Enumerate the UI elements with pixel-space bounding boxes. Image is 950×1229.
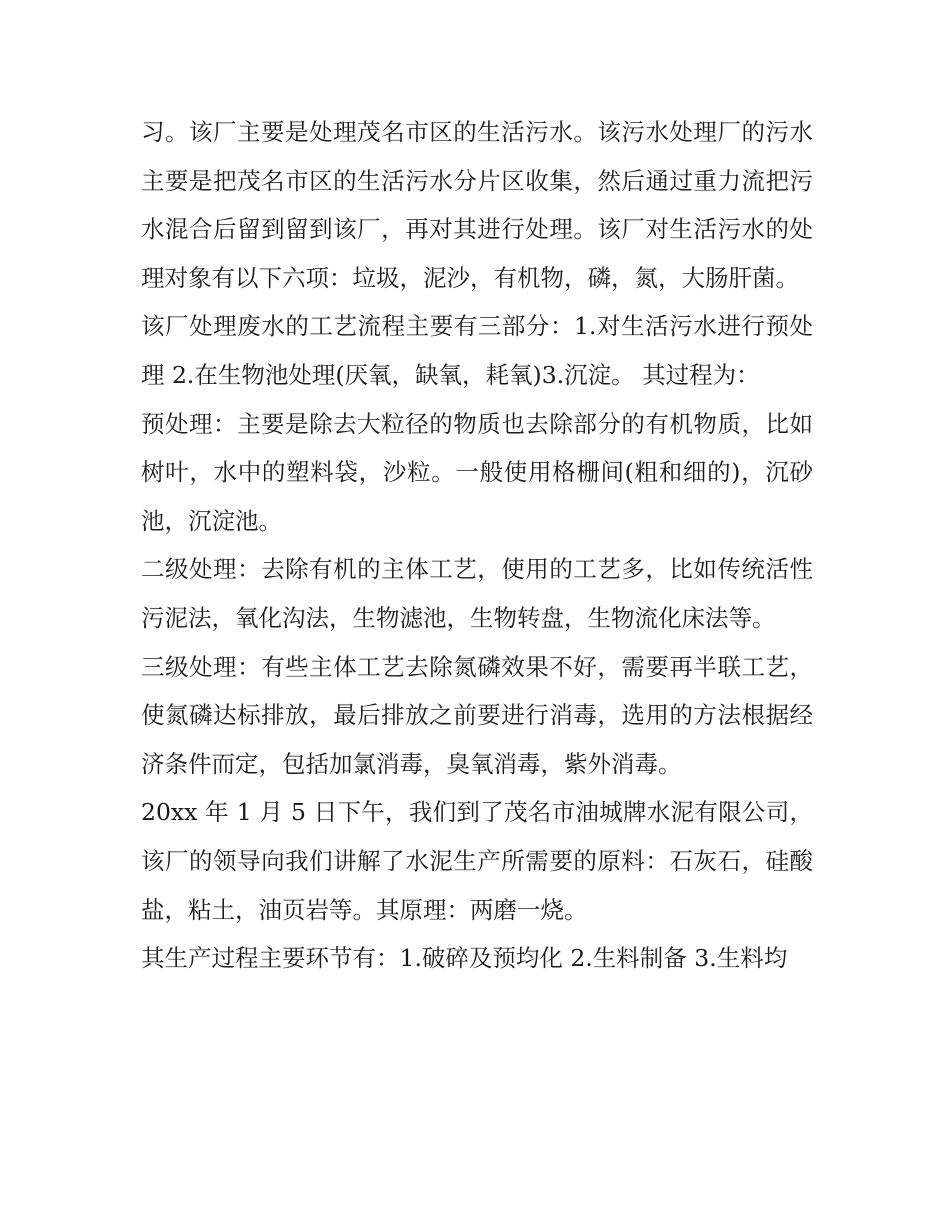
paragraph-sewage-plant-intro: 习。该厂主要是处理茂名市区的生活污水。该污水处理厂的污水主要是把茂名市区的生活污水分片区收集，然后通过重力流把污水混合后留到留到该厂，再对其进行处理。该厂对生活污水的处理对象有以下六项：垃圾，泥沙，有机物，磷，氮，大肠肝菌。: [141, 118, 813, 292]
paragraph-secondary-treatment: 二级处理：去除有机的主体工艺，使用的工艺多，比如传统活性污泥法，氧化沟法，生物滤池，生物转盘，生物流化床法等。: [141, 555, 813, 632]
paragraph-cement-company-visit: 20xx 年 1 月 5 日下午，我们到了茂名市油城牌水泥有限公司，该厂的领导向我们讲解了水泥生产所需要的原料：石灰石，硅酸盐，粘土，油页岩等。其原理：两磨一烧。: [141, 798, 813, 924]
paragraph-tertiary-treatment: 三级处理：有些主体工艺去除氮磷效果不好，需要再半联工艺，使氮磷达标排放，最后排放之前要进行消毒，选用的方法根据经济条件而定，包括加氯消毒，臭氧消毒，紫外消毒。: [141, 652, 813, 778]
paragraph-pretreatment: 预处理：主要是除去大粒径的物质也去除部分的有机物质，比如树叶，水中的塑料袋，沙粒。一般使用格栅间(粗和细的)，沉砂池，沉淀池。: [141, 409, 813, 535]
document-body: [141, 108, 813, 983]
paragraph-process-overview: 该厂处理废水的工艺流程主要有三部分：1.对生活污水进行预处理 2.在生物池处理(厌氧，缺氧，耗氧)3.沉淀。 其过程为：: [141, 312, 813, 389]
paragraph-production-steps: 其生产过程主要环节有：1.破碎及预均化 2.生料制备 3.生料均: [141, 944, 788, 973]
